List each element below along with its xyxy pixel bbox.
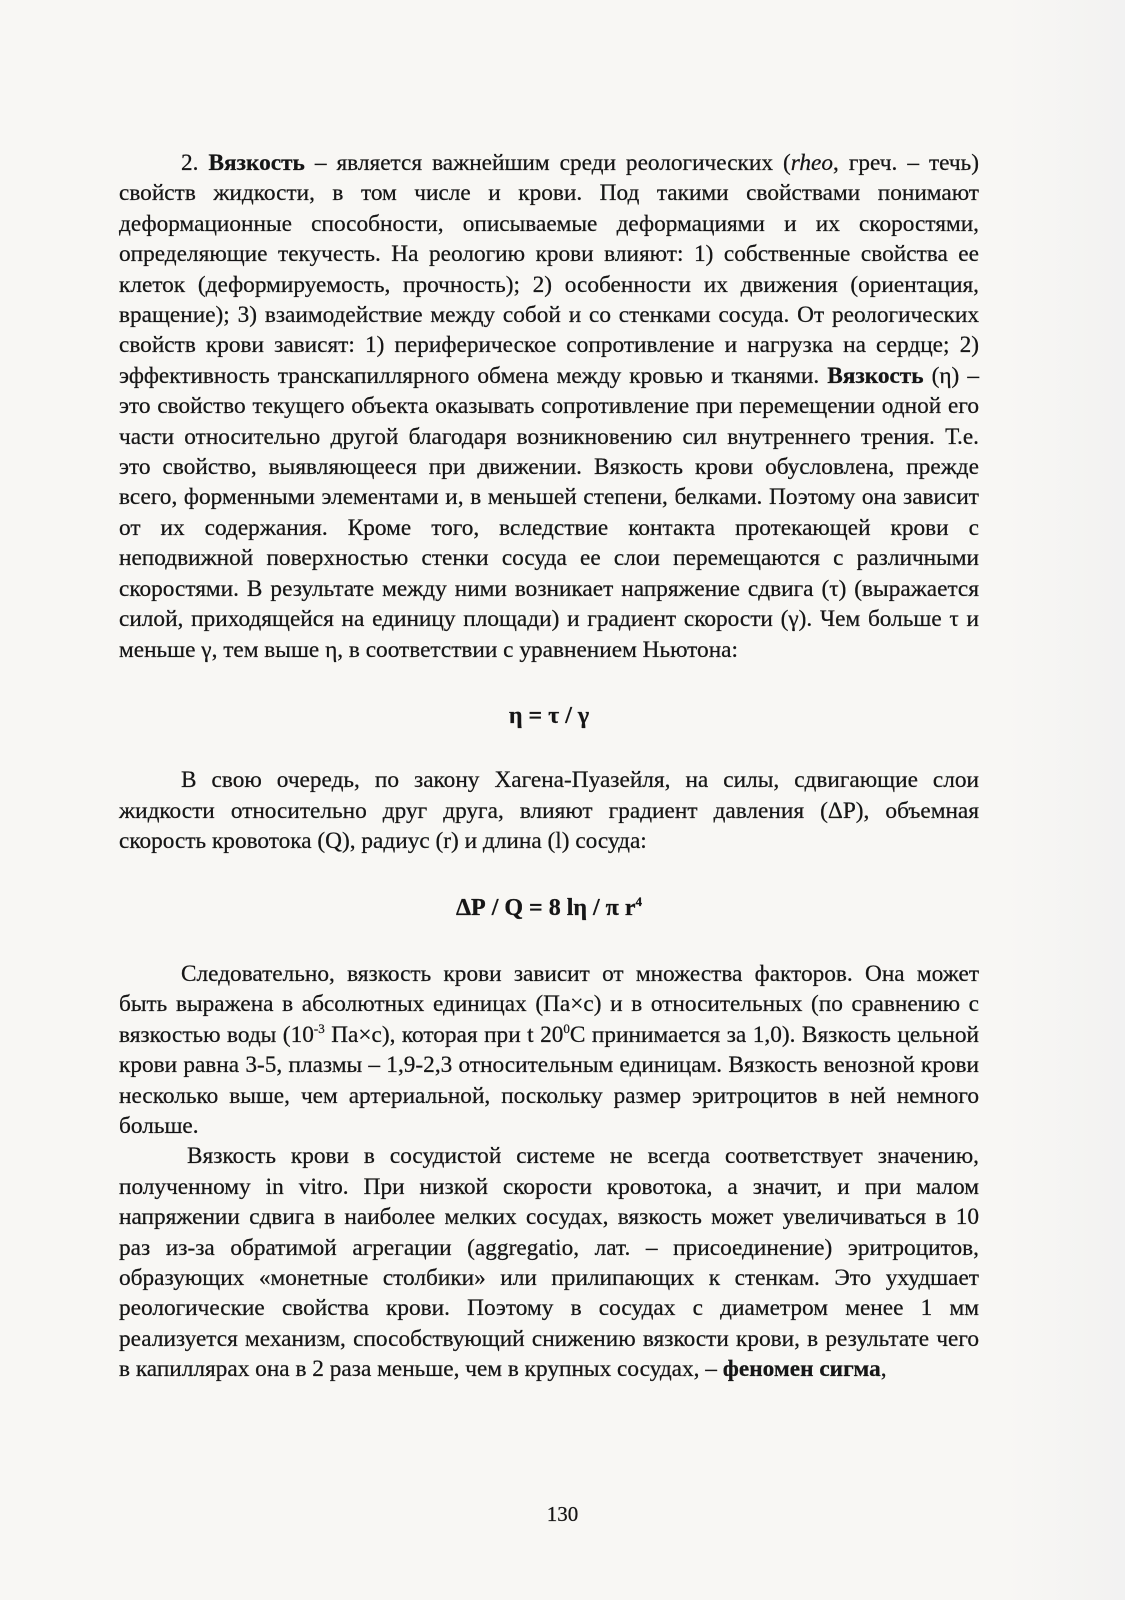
page-body xyxy=(119,148,979,1385)
text-segment: , xyxy=(880,1356,887,1383)
text-segment: C принимается за 1,0). Вязкость цельной крови равна 3-5, плазмы – 1,9-2,3 относительным единицам. Вязкость венозной крови несколько выше, чем артериальной, поскольку размер эритроцитов в ней немного больше. xyxy=(119,1021,979,1139)
paragraph-viscosity-definition xyxy=(119,148,979,665)
term-sigma-phenomenon: феномен сигма xyxy=(722,1356,881,1383)
paragraph-sigma-phenomenon xyxy=(119,1141,979,1384)
text-segment: Па×с), которая при t 20 xyxy=(324,1021,564,1048)
text-segment: Вязкость крови в сосудистой системе не всегда соответствует значению, полученному in vitro. При низкой скорости кровотока, а значит, и при малом напряжении сдвига в наиболее мелких сосудах, вязкость может увеличиваться в 10 раз из-за обратимой агрегации (aggregatio, лат. – присоединение) эритроцитов, образующих «монетные столбики» или прилипающих к стенкам. Это ухудшает реологические свойства крови. Поэтому в сосудах с диаметром менее 1 мм реализуется механизм, способствующий снижению вязкости крови, в результате чего в капиллярах она в 2 раза меньше, чем в крупных сосудах, – xyxy=(119,1143,979,1383)
poiseuille-equation xyxy=(119,893,979,923)
term-viscosity: Вязкость xyxy=(208,150,305,176)
text-segment: (η) – это свойство текущего объекта оказывать сопротивление при перемещении одной его части относительно другой благодаря возникновению сил внутреннего трения. Т.е. это свойство, выявляющееся при движении. Вязкость крови обусловлена, прежде всего, форменными элементами и, в меньшей степени, белками. Поэтому она зависит от их содержания. Кроме того, вследствие контакта протекающей крови с неподвижной поверхностью стенки сосуда ее слои перемещаются с различными скоростями. В результате между ними возникает напряжение сдвига (τ) (выражается силой, приходящейся на единицу площади) и градиент скорости (γ). Чем больше τ и меньше γ, тем выше η, в соответствии с уравнением Ньютона: xyxy=(119,362,979,663)
text-segment: , греч. – течь) свойств жидкости, в том числе и крови. Под такими свойствами понимают деформационные способности, описываемые деформациями и их скоростями, определяющие текучесть. На реологию крови влияют: 1) собственные свойства ее клеток (деформируемость, прочность); 2) особенности их движения (ориентация, вращение); 3) взаимодействие между собой и со стенками сосуда. От реологических свойств крови зависят: 1) периферическое сопротивление и нагрузка на сердце; 2) эффективность транскапиллярного обмена между кровью и тканями. xyxy=(119,150,979,389)
newton-equation: η = τ / γ xyxy=(508,702,590,729)
poiseuille-equation-exponent: 4 xyxy=(635,893,642,909)
text-segment: – является важнейшим среди реологических ( xyxy=(304,150,791,176)
page-number: 130 xyxy=(546,1502,579,1526)
poiseuille-equation-main: ΔР / Q = 8 lη / π r xyxy=(456,894,636,921)
paragraph-viscosity-units xyxy=(119,959,979,1141)
term-viscosity: Вязкость xyxy=(827,362,924,389)
text-segment: Следовательно, вязкость крови зависит от множества факторов. Она может быть выражена в абсолютных единицах (Па×с) и в относительных (по сравнению с вязкостью воды (10 xyxy=(119,960,979,1048)
scan-shading xyxy=(1005,0,1125,1600)
paragraph-hagen-poiseuille: В свою очередь, по закону Хагена-Пуазейля, на силы, сдвигающие слои жидкости относительно друг друга, влияют градиент давления (ΔР), объемная скорость кровотока (Q), радиус (r) и длина (l) сосуда: xyxy=(119,767,979,855)
superscript: -3 xyxy=(313,1020,325,1036)
term-rheo: rheo xyxy=(790,150,834,176)
superscript: 0 xyxy=(563,1020,570,1036)
text-segment: 2. xyxy=(181,150,209,176)
